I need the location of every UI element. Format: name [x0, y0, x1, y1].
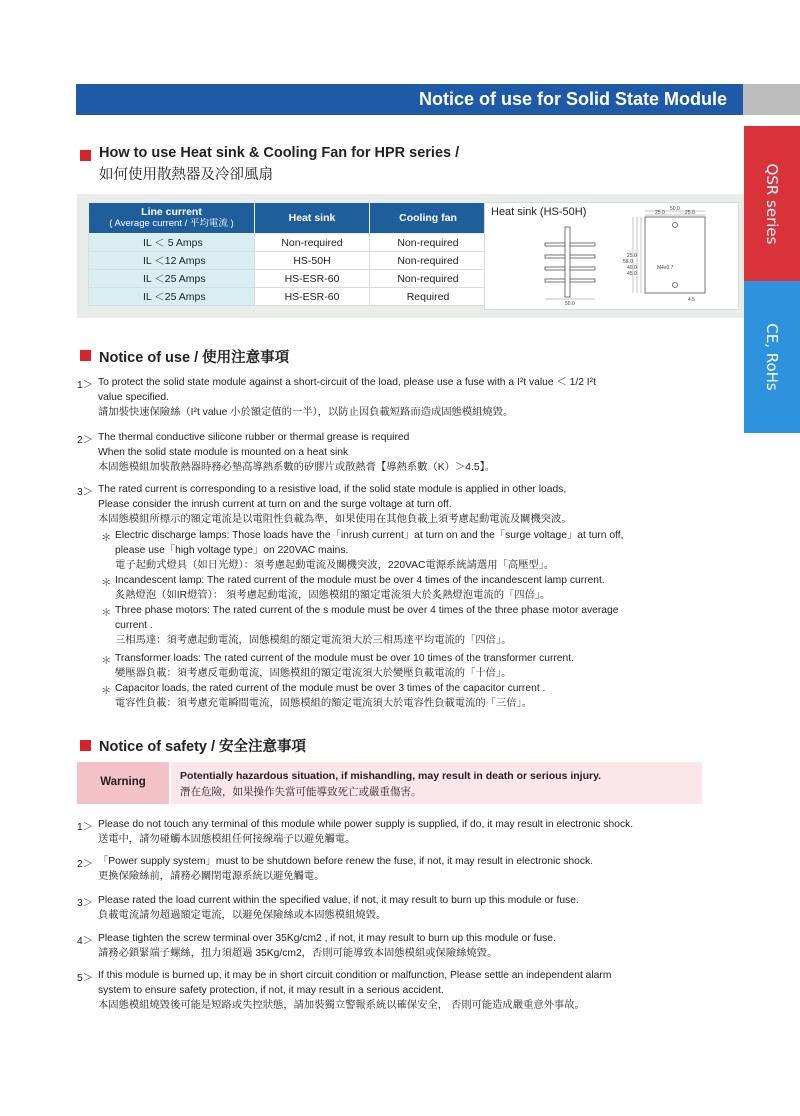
dim-label: 50.0 — [565, 301, 575, 307]
text-line: 請加裝快速保險絲（I²t value 小於額定值的一半），以防止因負載短路而造成固態模組燒毀。 — [98, 407, 514, 418]
item-number: 1＞ — [77, 380, 94, 391]
cell-current: IL ＜ 5 Amps — [89, 234, 255, 252]
bullet-star: ＊ — [101, 656, 112, 667]
text-line: 本固態模組加裝散熱器時務必墊高導熱系數的矽膠片或散熱膏【導熱系數（K）＞4.5】。 — [98, 462, 496, 473]
safety-item-3 — [98, 893, 579, 923]
dim-label: 50.0 — [670, 206, 680, 212]
heatsink-fin — [570, 243, 595, 246]
notice-item-3 — [98, 482, 572, 527]
safety-item-4 — [98, 931, 556, 961]
page-title: Notice of use for Solid State Module — [418, 89, 727, 109]
item-number: 2＞ — [77, 859, 94, 870]
heatsink-diagram-box — [484, 202, 739, 310]
cell-cooling-fan: Non-required — [370, 234, 487, 252]
dim-label: 45.0 — [627, 271, 637, 277]
heatsink-base — [565, 227, 570, 297]
text-line: Three phase motors: The rated current of the s module must be over 4 times of the three phase motor average — [115, 605, 619, 616]
text-line: 送電中，請勿碰觸本固態模組任何接線端子以避免觸電。 — [98, 834, 356, 845]
cell-cooling-fan: Non-required — [370, 252, 487, 270]
cell-heat-sink: HS-ESR-60 — [255, 288, 370, 306]
title-bar — [76, 84, 743, 115]
heatsink-diagram-label: Heat sink (HS-50H) — [491, 206, 587, 218]
item-number: 4＞ — [77, 936, 94, 947]
text-line: 「Power supply system」must to be shutdown before renew the fuse, if not, it may result in electronic shock. — [98, 856, 594, 867]
table-row — [89, 252, 487, 270]
warning-label-box — [77, 762, 169, 804]
sub-item-capacitor — [115, 681, 545, 711]
side-tab-label: QSR series — [763, 163, 781, 244]
table-row — [89, 288, 487, 306]
text-line: Capacitor loads, the rated current of the module must be over 3 times of the capacitor current . — [115, 683, 546, 694]
mount-hole — [673, 223, 678, 228]
heatsink-fin — [545, 255, 565, 258]
warning-text-zh: 潛在危險，如果操作失當可能導致死亡或嚴重傷害。 — [180, 786, 422, 798]
cell-cooling-fan: Required — [370, 288, 487, 306]
table-row — [89, 270, 487, 288]
text-line: If this module is burned up, it may be in short circuit condition or malfunction, Please settle an independent alarm — [98, 970, 612, 981]
cell-heat-sink: HS-50H — [255, 252, 370, 270]
notice-item-2 — [98, 430, 495, 475]
sub-item-three-phase — [115, 603, 618, 648]
cell-heat-sink: Non-required — [255, 234, 370, 252]
text-line: 負載電流請勿超過額定電流，以避免保險絲或本固態模組燒毀。 — [98, 910, 387, 921]
section-square-icon — [80, 350, 91, 361]
text-line: 請務必鎖緊端子螺絲，扭力須超過 35Kg/cm2，否則可能導致本固態模組或保險絲燒毀。 — [98, 948, 498, 959]
text-line: Transformer loads: The rated current of the module must be over 10 times of the transformer current. — [115, 653, 574, 664]
cell-current: IL ＜25 Amps — [89, 288, 255, 306]
dim-label: M4x0.7 — [657, 265, 674, 271]
item-number: 2＞ — [77, 435, 94, 446]
dim-label: 4.5 — [688, 297, 695, 303]
notice-item-1 — [98, 375, 596, 420]
text-line: Electric discharge lamps: Those loads have the「inrush current」at turn on and the「surge voltage」at turn off, — [115, 530, 624, 541]
text-line: please use「high voltage type」on 220VAC mains. — [115, 545, 349, 556]
text-line: value specified. — [98, 392, 169, 403]
cell-current: IL ＜25 Amps — [89, 270, 255, 288]
text-line: 三相馬達：須考慮起動電流，固態模組的額定電流須大於三相馬達平均電流的「四倍」。 — [115, 635, 512, 646]
text-line: The thermal conductive silicone rubber or thermal grease is required — [98, 432, 410, 443]
sub-item-transformer — [115, 651, 574, 681]
bullet-star: ＊ — [101, 533, 112, 544]
heatsink-fin — [570, 267, 595, 270]
warning-label: Warning — [100, 776, 146, 788]
text-line: Incandescent lamp: The rated current of the module must be over 4 times of the incandescent lamp current. — [115, 575, 605, 586]
side-tab-qsr-series — [744, 126, 800, 281]
text-line: Please rated the load current within the specified value, if not, it may result to burn up this module or fuse. — [98, 895, 579, 906]
text-line: 電容性負載：須考慮充電瞬間電流，固態模組的額定電流須大於電容性負載電流的「三倍」。 — [115, 698, 533, 709]
text-line: Please do not touch any terminal of this module while power supply is supplied, if do, it may result in electronic shock. — [98, 819, 634, 830]
notice-section-title: Notice of use / 使用注意事項 — [99, 350, 290, 366]
mount-hole — [673, 283, 678, 288]
sub-item-discharge-lamps — [115, 528, 623, 573]
title-bar-accent — [743, 84, 800, 115]
text-line: current . — [115, 620, 153, 631]
text-line: To protect the solid state module against a short-circuit of the load, please use a fuse with a I²t value ＜ 1/2 I²t — [98, 377, 596, 388]
safety-item-5 — [98, 968, 611, 1013]
cell-heat-sink: HS-ESR-60 — [255, 270, 370, 288]
warning-body — [171, 762, 702, 804]
item-number: 1＞ — [77, 822, 94, 833]
item-number: 3＞ — [77, 898, 94, 909]
side-tab-label: CE, RoHs — [763, 323, 781, 391]
text-line: Please tighten the screw terminal over 35Kg/cm2 , if not, it may result to burn up this module or fuse. — [98, 933, 556, 944]
dim-label: 40.0 — [627, 265, 637, 271]
heatsink-fin — [570, 279, 595, 282]
section-square-icon — [80, 150, 91, 161]
heatsink-fin — [545, 243, 565, 246]
header-line-current-label: Line current — [141, 206, 202, 218]
text-line: system to ensure safety protection, if not, it may result in a serious accident. — [98, 985, 444, 996]
header-line-current — [89, 203, 255, 234]
safety-item-2 — [98, 854, 593, 884]
heatsink-front-view — [645, 217, 705, 293]
header-line-current-sub: ( Average current / 平均電流 ) — [109, 218, 234, 229]
heatsink-fin — [570, 255, 595, 258]
table-header-row — [89, 203, 487, 234]
cell-cooling-fan: Non-required — [370, 270, 487, 288]
section-square-icon — [80, 740, 91, 751]
text-line: When the solid state module is mounted on a heat sink — [98, 447, 349, 458]
dim-label: 25.0 — [627, 253, 637, 259]
heatsink-fin — [545, 279, 565, 282]
text-line: 炙熱燈泡（如IR燈管）： 須考慮起動電流，固態模組的額定電流須大於炙熱燈泡電流的「四倍」。 — [115, 590, 551, 601]
item-number: 3＞ — [77, 487, 94, 498]
bullet-star: ＊ — [101, 578, 112, 589]
safety-section-title: Notice of safety / 安全注意事項 — [99, 739, 307, 755]
text-line: 變壓器負載：須考慮反電動電流，固態模組的額定電流須大於變壓負載電流的「十倍」。 — [115, 668, 512, 679]
header-cooling-fan: Cooling fan — [370, 203, 487, 234]
dim-label: 58.0 — [623, 259, 633, 265]
text-line: 本固態模組所標示的額定電流是以電阻性負載為準，如果使用在其他負載上須考慮起動電流及關機突波。 — [98, 514, 572, 525]
text-line: 更換保險絲前，請務必關閉電源系統以避免觸電。 — [98, 871, 325, 882]
dim-label: 25.0 — [655, 210, 665, 216]
heatsink-section-subtitle: 如何使用散熱器及冷卻風扇 — [99, 167, 273, 183]
heatsink-fin — [545, 267, 565, 270]
warning-text: Potentially hazardous situation, if mishandling, may result in death or serious injury. — [180, 770, 602, 782]
text-line: The rated current is corresponding to a resistive load, if the solid state module is applied in other loads, — [98, 484, 567, 495]
bullet-star: ＊ — [101, 608, 112, 619]
text-line: 電子起動式燈具（如日光燈）：須考慮起動電流及關機突波，220VAC電源系統請選用「高壓型」。 — [115, 560, 555, 571]
safety-item-1 — [98, 817, 633, 847]
side-tab-ce-rohs — [744, 281, 800, 433]
heatsink-table — [88, 202, 487, 306]
text-line: Please consider the inrush current at turn on and the surge voltage at turn off. — [98, 499, 452, 510]
heatsink-section-title: How to use Heat sink & Cooling Fan for HPR series / — [99, 145, 460, 161]
header-heat-sink: Heat sink — [255, 203, 370, 234]
heatsink-drawing — [485, 203, 738, 309]
cell-current: IL ＜12 Amps — [89, 252, 255, 270]
item-number: 5＞ — [77, 973, 94, 984]
sub-item-incandescent — [115, 573, 605, 603]
text-line: 本固態模組燒毀後可能是短路或失控狀態，請加裝獨立警報系統以確保安全， 否則可能造成嚴重意外事故。 — [98, 1000, 585, 1011]
dim-label: 25.0 — [685, 210, 695, 216]
table-row — [89, 234, 487, 252]
bullet-star: ＊ — [101, 686, 112, 697]
